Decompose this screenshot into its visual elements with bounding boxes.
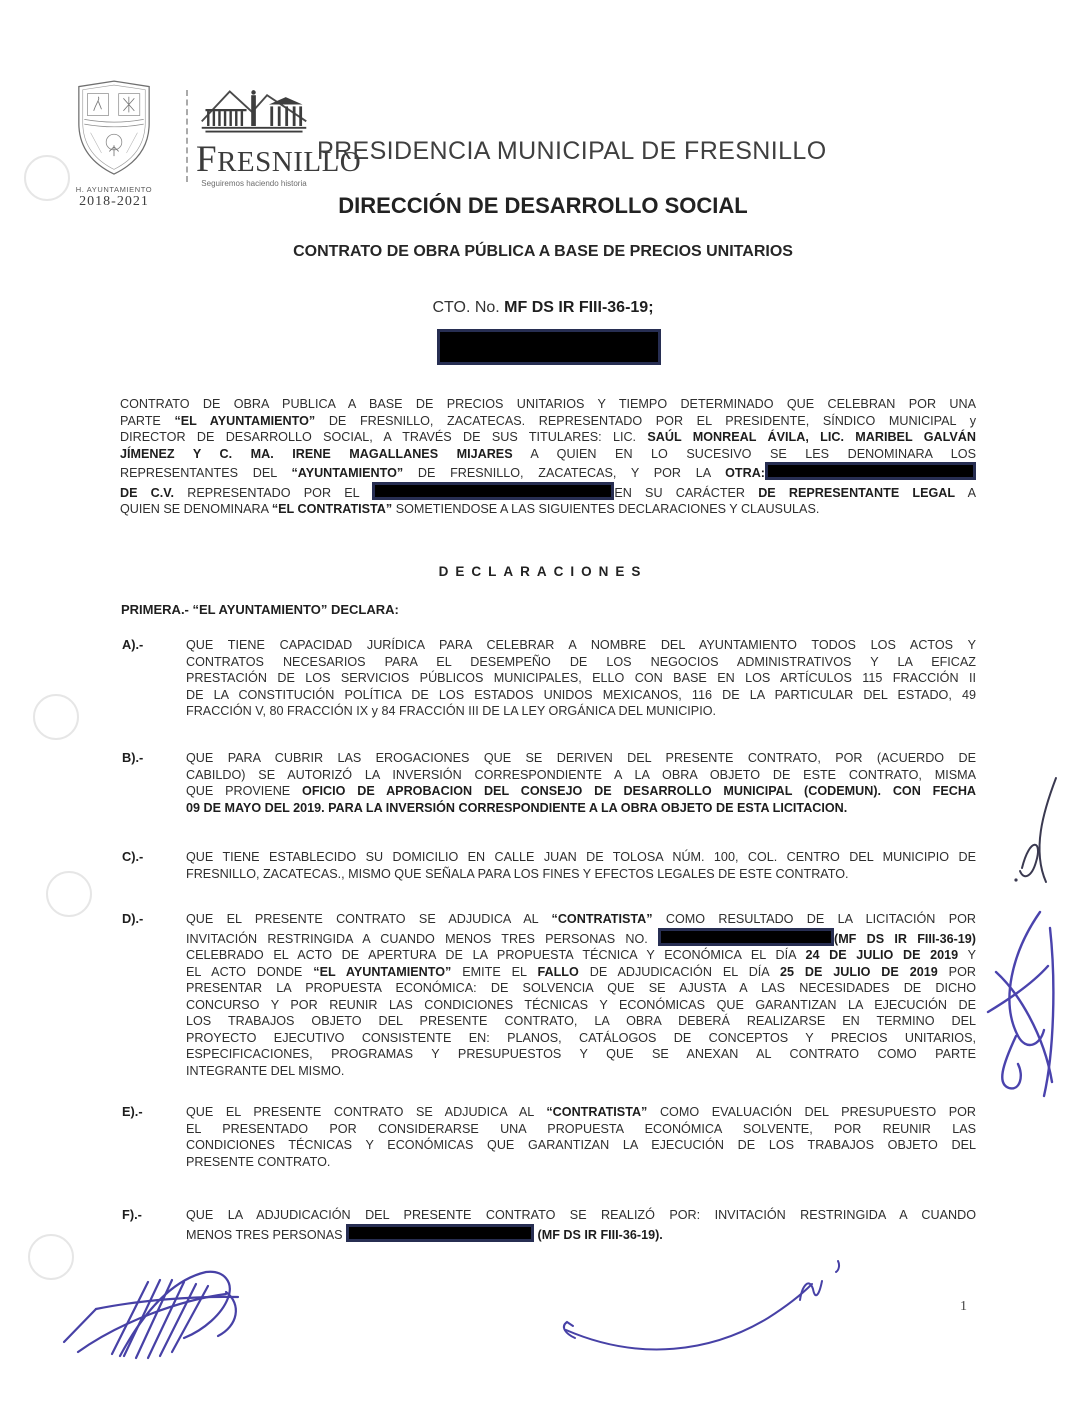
- text-line: [186, 1224, 976, 1244]
- text-line: [186, 767, 976, 784]
- fresnillo-logo: [196, 84, 362, 188]
- text-line: [186, 750, 976, 767]
- logo-divider: [186, 90, 188, 182]
- text-segment: “CONTRATISTA”: [546, 1105, 648, 1119]
- text-line: [120, 446, 976, 463]
- text-segment: [809, 430, 820, 444]
- text-segment: EL PRESENTADO POR CONSIDERARSE UNA PROPUESTA ECONÓMICA SOLVENTE, POR REUNIR LAS: [186, 1121, 976, 1136]
- text-segment: PRESENTE CONTRATO.: [186, 1154, 331, 1169]
- text-line: [120, 429, 976, 446]
- text-segment: COMO EVALUACIÓN DEL PRESUPUESTO POR: [647, 1105, 977, 1119]
- text-segment: QUE EL PRESENTE CONTRATO SE ADJUDICA AL: [186, 912, 552, 926]
- shield-years: 2018-2021: [79, 194, 149, 209]
- redaction-bar: [765, 462, 976, 480]
- text-segment: INTEGRANTE DEL MISMO.: [186, 1063, 345, 1078]
- text-segment: PRESENTAR LA PROPUESTA ECONÓMICA: DE SOLVENCIA QUE SE AJUSTA A LAS NECESIDADES DE DICHO: [186, 981, 976, 995]
- shield-icon: [66, 78, 162, 178]
- text-segment: ESPECIFICACIONES, PROGRAMAS Y PRESUPUESTOS Y QUE SE ANEXAN AL CONTRATO COMO PARTE: [186, 1047, 976, 1061]
- text-segment: EL ACTO DONDE: [186, 964, 314, 979]
- text-segment: FALLO: [537, 964, 579, 979]
- text-segment: DE FRESNILLO, ZACATECAS, Y POR LA: [403, 466, 726, 480]
- text-line: [120, 482, 976, 502]
- text-line: [186, 997, 976, 1014]
- declaration-item-e: [122, 1104, 976, 1170]
- shield-caption: H. AYUNTAMIENTO: [75, 185, 153, 194]
- text-segment: QUE PARA CUBRIR LAS EROGACIONES QUE SE DERIVEN DEL PRESENTE CONTRATO, POR (ACUERDO DE: [186, 751, 976, 765]
- text-line: [186, 687, 976, 704]
- text-segment: CONDICIONES TÉCNICAS Y ECONÓMICAS QUE GARANTIZAN LA EJECUCIÓN DE LOS TRABAJOS OBJETO DEL: [186, 1138, 976, 1152]
- text-line: [186, 964, 976, 981]
- text-line: [186, 928, 976, 948]
- text-line: [120, 501, 976, 518]
- item-label: E).-: [122, 1104, 143, 1119]
- text-segment: OFICIO DE APROBACION DEL CONSEJO DE DESARROLLO MUNICIPAL (CODEMUN). CON FECHA: [302, 784, 977, 798]
- text-segment: EMITE EL: [451, 964, 538, 979]
- redaction-bar: [372, 482, 614, 500]
- declaration-item-d: [122, 911, 976, 1079]
- monument-icon: [197, 84, 311, 140]
- text-segment: CONCURSO Y POR REUNIR LAS CONDICIONES TÉCNICAS Y ECONÓMICAS QUE GARANTIZAN LA EJECUCIÓN DE: [186, 997, 976, 1012]
- text-line: [186, 1104, 976, 1121]
- text-line: [186, 1137, 976, 1154]
- text-segment: PROYECTO EJECUTIVO CONSISTENTE EN: PLANOS, CATÁLOGOS DE CONCEPTOS Y PRECIOS UNITARIOS,: [186, 1030, 976, 1045]
- text-line: [186, 654, 976, 671]
- text-segment: DE REPRESENTANTE LEGAL: [758, 485, 956, 500]
- text-segment: (MF DS IR FIII-36-19): [834, 931, 976, 946]
- org-title: PRESIDENCIA MUNICIPAL DE FRESNILLO: [317, 137, 827, 165]
- text-segment: “EL AYUNTAMIENTO”: [313, 964, 452, 979]
- item-label: F).-: [122, 1207, 142, 1222]
- text-segment: “EL CONTRATISTA”: [271, 502, 393, 516]
- text-segment: QUE PROVIENE: [186, 784, 303, 798]
- redaction-bar: [346, 1224, 534, 1242]
- text-segment: INVITACIÓN RESTRINGIDA A CUANDO MENOS TRES PERSONAS NO.: [186, 931, 658, 946]
- text-line: [186, 947, 976, 964]
- text-segment: A QUIEN EN LO SUCESIVO SE LES DENOMINARA LOS: [512, 446, 976, 461]
- text-line: [186, 980, 976, 997]
- text-segment: DE FRESNILLO, ZACATECAS. REPRESENTADO POR EL PRESIDENTE, SÍNDICO MUNICIPAL y: [315, 413, 977, 428]
- primera-heading: PRIMERA.- “EL AYUNTAMIENTO” DECLARA:: [121, 602, 399, 617]
- declaration-item-f: [122, 1207, 976, 1243]
- text-line: [120, 413, 976, 430]
- text-line: [186, 1063, 976, 1080]
- text-segment: DE LA CONSTITUCIÓN POLÍTICA DE LOS ESTADOS UNIDOS MEXICANOS, 116 DE LA PARTICULAR DEL ESTADO, 49: [186, 687, 976, 702]
- text-segment: POR: [937, 964, 976, 979]
- redaction-bar: [437, 329, 661, 365]
- text-line: [186, 866, 976, 883]
- text-segment: “CONTRATISTA”: [551, 912, 653, 926]
- text-segment: FRESNILLO, ZACATECAS., MISMO QUE SEÑALA PARA LOS FINES Y EFECTOS LEGALES DE ESTE CONTRATO.: [186, 866, 849, 881]
- hole-punch: [46, 871, 92, 917]
- text-line: [186, 703, 976, 720]
- text-segment: REPRESENTANTES DEL: [120, 466, 292, 480]
- hole-punch: [28, 1234, 74, 1280]
- declaration-item-a: [122, 637, 976, 720]
- declaration-item-b: [122, 750, 976, 816]
- text-segment: Y: [958, 948, 977, 962]
- text-segment: DIRECTOR DE DESARROLLO SOCIAL, A TRAVÉS DE SUS TITULARES: LIC.: [120, 430, 648, 444]
- redaction-bar: [658, 928, 834, 946]
- text-segment: QUE EL PRESENTE CONTRATO SE ADJUDICA AL: [186, 1105, 547, 1119]
- text-segment: 09 DE MAYO DEL 2019. PARA LA INVERSIÓN CORRESPONDIENTE A LA OBRA OBJETO DE ESTA LICITACION.: [186, 800, 848, 815]
- text-line: [186, 911, 976, 928]
- text-segment: JÍMENEZ Y C. MA. IRENE MAGALLANES MIJARES: [120, 446, 513, 461]
- text-segment: PRESTACIÓN DE LOS SERVICIOS PÚBLICOS MUNICIPALES, ELLO CON BASE EN LOS ARTÍCULOS 115 FRACCIÓN II: [186, 671, 976, 685]
- intro-paragraph: [120, 396, 976, 518]
- text-segment: QUE LA ADJUDICACIÓN DEL PRESENTE CONTRATO SE REALIZÓ POR: INVITACIÓN RESTRINGIDA A CUANDO: [186, 1208, 976, 1222]
- text-line: [186, 670, 976, 687]
- text-segment: DE ADJUDICACIÓN EL DÍA: [578, 964, 780, 979]
- text-segment: 24 DE JULIO DE 2019: [805, 948, 959, 962]
- text-segment: CONTRATO DE OBRA PUBLICA A BASE DE PRECIOS UNITARIOS Y TIEMPO DETERMINADO QUE CELEBRAN POR UNA: [120, 397, 976, 411]
- text-segment: A: [955, 485, 976, 500]
- text-segment: SOMETIENDOSE A LAS SIGUIENTES DECLARACIONES Y CLAUSULAS.: [392, 502, 820, 516]
- text-segment: QUE TIENE CAPACIDAD JURÍDICA PARA CELEBRAR A NOMBRE DEL AYUNTAMIENTO TODOS LOS ACTOS Y: [186, 638, 976, 652]
- text-segment: SAÚL MONREAL ÁVILA,: [647, 430, 809, 444]
- text-line: [186, 1207, 976, 1224]
- text-segment: OTRA:: [725, 466, 765, 480]
- text-segment: CELEBRADO EL ACTO DE APERTURA DE LA PROPUESTA TÉCNICA Y ECONÓMICA EL DÍA: [186, 948, 806, 962]
- text-line: [120, 396, 976, 413]
- fresnillo-wordmark: FRESNILLO: [196, 139, 362, 180]
- text-segment: LOS TRABAJOS OBJETO DEL PRESENTE CONTRATO, LA OBRA DEBERÁ REALIZARSE EN TERMINO DEL: [186, 1014, 976, 1028]
- item-label: A).-: [122, 637, 144, 652]
- text-line: [186, 783, 976, 800]
- text-segment: QUE TIENE ESTABLECIDO SU DOMICILIO EN CALLE JUAN DE TOLOSA NÚM. 100, COL. CENTRO DEL MUNICIPIO DE: [186, 850, 976, 864]
- text-segment: DE C.V.: [120, 485, 175, 500]
- signature-bottom-center: [564, 1261, 839, 1349]
- item-label: C).-: [122, 849, 144, 864]
- text-segment: CONTRATOS NECESARIOS PARA EL DESEMPEÑO DE LOS NEGOCIOS ADMINISTRATIVOS Y LA EFICAZ: [186, 654, 976, 669]
- page-number: 1: [960, 1299, 967, 1314]
- text-segment: FRACCIÓN V, 80 FRACCIÓN IX y 84 FRACCIÓN III DE LA LEY ORGÁNICA DEL MUNICIPIO.: [186, 704, 716, 718]
- declaration-item-c: [122, 849, 976, 882]
- item-label: D).-: [122, 911, 144, 926]
- cto-prefix: CTO. No.: [432, 299, 505, 316]
- text-segment: “AYUNTAMIENTO”: [291, 466, 404, 480]
- text-segment: COMO RESULTADO DE LA LICITACIÓN POR: [652, 912, 976, 926]
- text-line: [186, 800, 976, 817]
- text-segment: LIC. MARIBEL GALVÁN: [820, 430, 976, 444]
- text-segment: PARTE: [120, 413, 175, 428]
- contract-number-line: [0, 299, 1086, 317]
- dept-title: DIRECCIÓN DE DESARROLLO SOCIAL: [338, 193, 748, 218]
- text-line: [186, 1121, 976, 1138]
- signature-margin-initial: [1014, 778, 1056, 882]
- text-line: [120, 462, 976, 482]
- municipal-coat-of-arms: [58, 78, 170, 210]
- text-segment: REPRESENTADO POR EL: [174, 485, 373, 500]
- signature-margin-blue: [988, 912, 1053, 1096]
- text-segment: CABILDO) SE AUTORIZÓ LA INVERSIÓN CORRESPONDIENTE A LA OBRA OBJETO DE ESTE CONTRATO, MISMA: [186, 767, 976, 782]
- doc-title: CONTRATO DE OBRA PÚBLICA A BASE DE PRECIOS UNITARIOS: [293, 243, 793, 260]
- declaraciones-heading: DECLARACIONES: [438, 564, 648, 579]
- signature-bottom-left: [64, 1272, 238, 1358]
- fresnillo-tagline: Seguiremos haciendo historia: [201, 179, 307, 188]
- item-label: B).-: [122, 750, 144, 765]
- text-segment: 25 DE JULIO DE 2019: [779, 964, 938, 979]
- text-line: [186, 849, 976, 866]
- text-segment: MENOS TRES PERSONAS: [186, 1227, 347, 1242]
- cto-number: MF DS IR FIII-36-19;: [504, 299, 654, 316]
- hole-punch: [33, 694, 79, 740]
- text-segment: QUIEN SE DENOMINARA: [120, 502, 272, 516]
- text-line: [186, 637, 976, 654]
- text-line: [186, 1046, 976, 1063]
- text-segment: EN SU CARÁCTER: [614, 485, 759, 500]
- text-line: [186, 1013, 976, 1030]
- text-line: [186, 1030, 976, 1047]
- text-segment: “EL AYUNTAMIENTO”: [174, 413, 316, 428]
- text-line: [186, 1154, 976, 1171]
- text-segment: (MF DS IR FIII-36-19).: [537, 1227, 663, 1242]
